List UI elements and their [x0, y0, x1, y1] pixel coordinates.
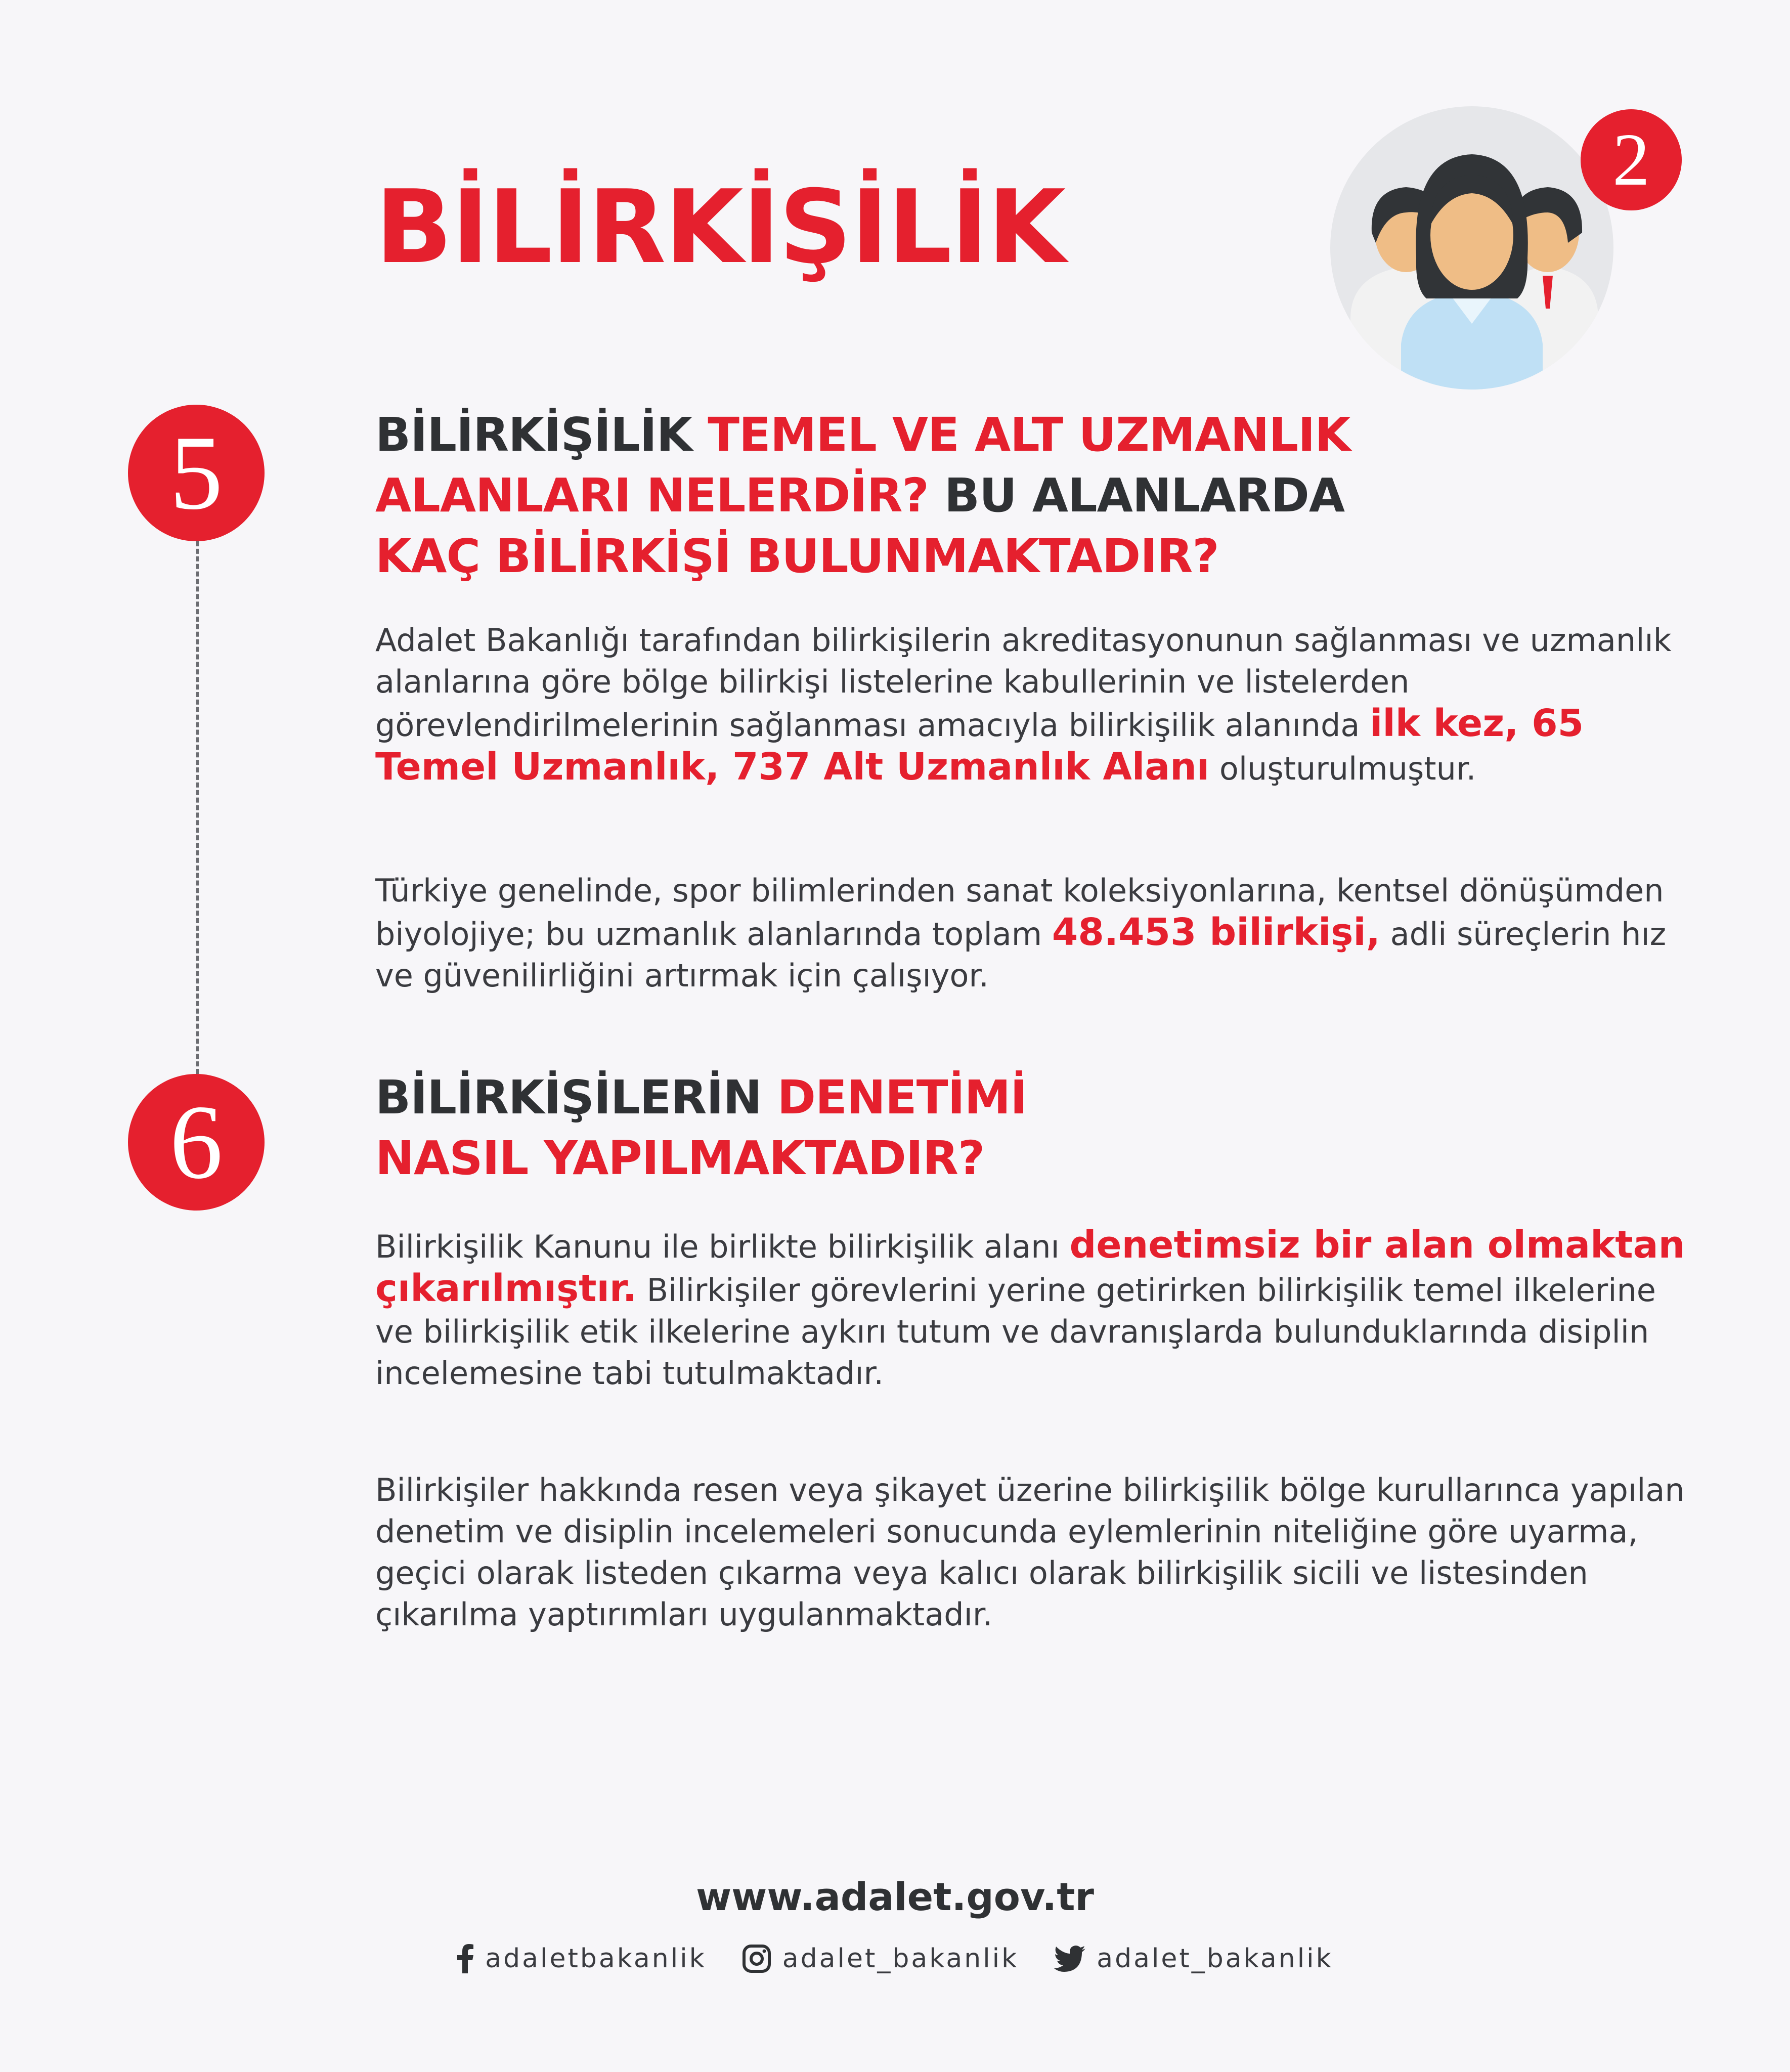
instagram-handle: adalet_bakanlik: [782, 1944, 1019, 1974]
paragraph-text: Bilirkişiler görevlerini yerine getirirken bilirkişilik temel ilkelerine ve bilirkişilik etik ilkelerine aykırı tutum ve davranışlarda bulunduklarında disiplin incelemesine tabi tutulmaktadır.: [375, 1272, 1656, 1392]
facebook-link[interactable]: [457, 1944, 706, 1974]
highlight-text: ilk kez, 65 Temel Uzmanlık, 737 Alt Uzmanlık Alanı: [375, 702, 1584, 789]
heading-text: ALANLARI NELERDİR?: [375, 468, 929, 523]
avatar: [1330, 106, 1613, 390]
paragraph-text: oluşturulmuştur.: [1209, 750, 1476, 787]
highlight-text: 48.453 bilirkişi,: [1052, 911, 1380, 954]
website-link[interactable]: www.adalet.gov.tr: [695, 1874, 1095, 1919]
highlight-text: denetimsiz bir alan olmaktan çıkarılmıştır.: [375, 1223, 1685, 1310]
facebook-icon: [457, 1944, 474, 1973]
page-number-badge: 2: [1581, 109, 1682, 210]
heading-text: KAÇ BİLİRKİŞİ BULUNMAKTADIR?: [375, 529, 1219, 583]
twitter-handle: adalet_bakanlik: [1097, 1944, 1333, 1974]
heading-text: BU ALANLARDA: [928, 468, 1345, 523]
facebook-handle: adaletbakanlik: [485, 1944, 707, 1974]
section-5-number: 5: [128, 405, 265, 541]
section-5-paragraph-2: [375, 870, 1700, 997]
paragraph-text: Bilirkişilik Kanunu ile birlikte bilirkişilik alanı: [375, 1228, 1070, 1265]
heading-text: BİLİRKİŞİLİK: [375, 408, 708, 462]
heading-text: NASIL YAPILMAKTADIR?: [375, 1131, 985, 1185]
instagram-icon: [742, 1944, 771, 1973]
paragraph-text: adli süreçlerin hız ve güvenilirliğini artırmak için çalışıyor.: [375, 916, 1667, 994]
section-6-paragraph-2: Bilirkişiler hakkında resen veya şikayet üzerine bilirkişilik bölge kurullarınca yapılan denetim ve disiplin incelemeleri sonucunda eylemlerinin niteliğine göre uyarma, geçici olarak listeden çıkarma veya kalıcı olarak bilirkişilik sicili ve listesinden çıkarılma yaptırımları uygulanmaktadır.: [375, 1472, 1685, 1633]
people-group-icon: [1330, 106, 1613, 390]
heading-text: TEMEL VE ALT UZMANLIK: [708, 408, 1350, 462]
paragraph-text: Adalet Bakanlığı tarafından bilirkişilerin akreditasyonunun sağlanması ve uzmanlık alanlarına göre bölge bilirkişi listelerine kabullerinin ve listelerden görevlendirilmelerinin sağlanması amacıyla bilirkişilik alanında: [375, 622, 1672, 744]
heading-text: BİLİRKİŞİLERİN: [375, 1070, 777, 1125]
social-links: [0, 1944, 1790, 1974]
section-5-paragraph-1: [375, 620, 1700, 790]
timeline-connector: [196, 541, 199, 1074]
page-title: BİLİRKİŞİLİK: [375, 168, 1065, 286]
section-5-heading: [375, 405, 1350, 587]
twitter-link[interactable]: [1054, 1944, 1333, 1974]
section-6-heading: [375, 1067, 1027, 1189]
instagram-link[interactable]: [742, 1944, 1019, 1974]
section-6-paragraph-1: [375, 1224, 1700, 1394]
section-6-number: 6: [128, 1074, 265, 1211]
heading-text: DENETİMİ: [777, 1070, 1027, 1125]
paragraph-text: Türkiye genelinde, spor bilimlerinden sanat koleksiyonlarına, kentsel dönüşümden biyolojiye; bu uzmanlık alanlarında toplam: [375, 872, 1664, 953]
twitter-icon: [1054, 1946, 1085, 1972]
